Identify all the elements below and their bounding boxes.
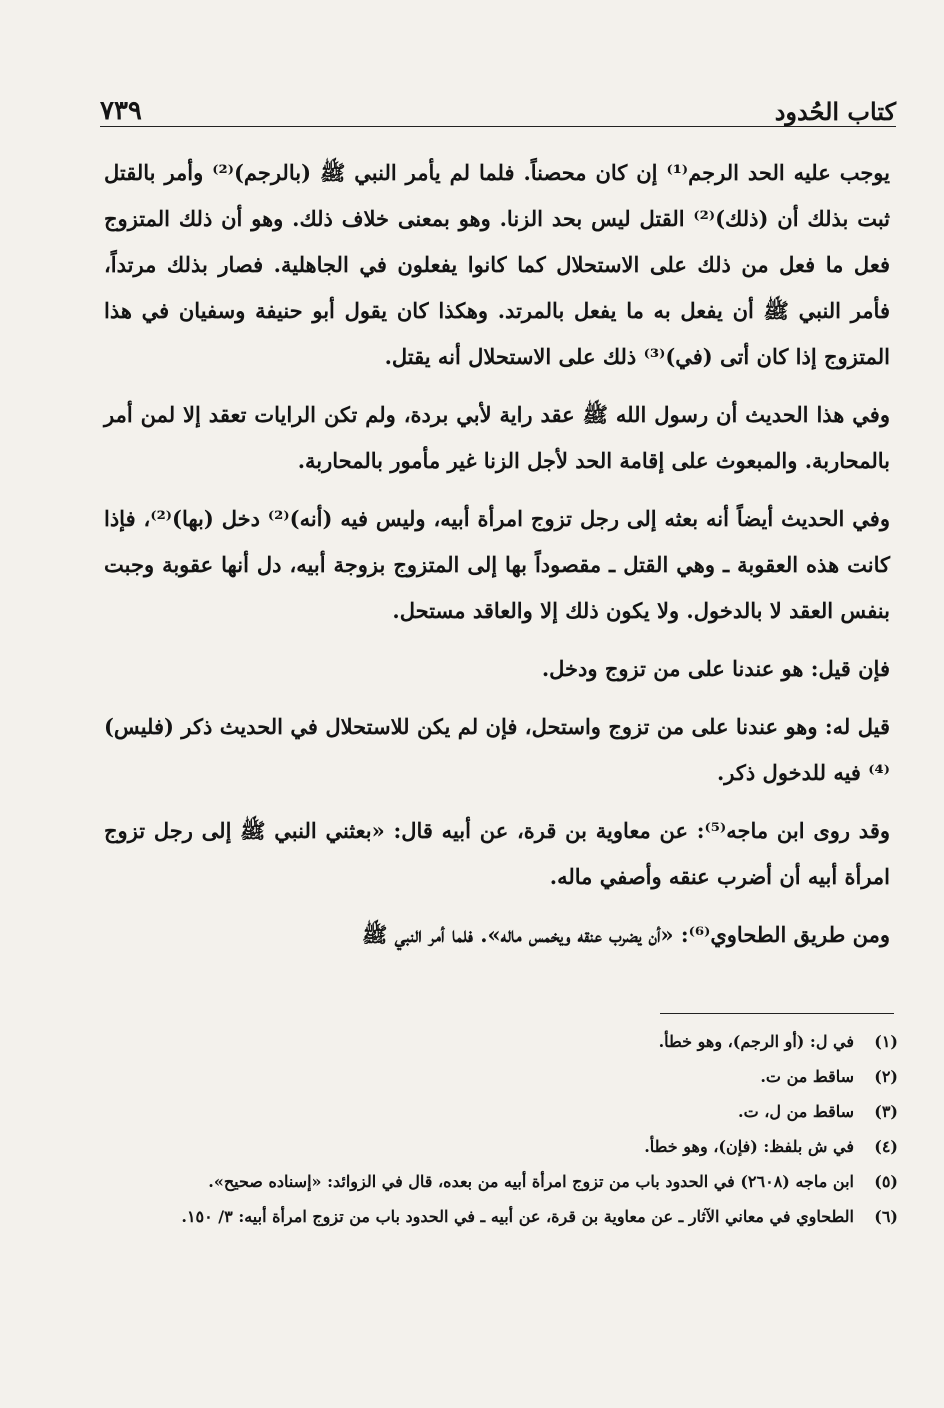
footnote — [110, 1129, 898, 1164]
paragraph: قيل له: وهو عندنا على من تزوج واستحل، فإن لم يكن للاستحلال في الحديث ذكر (فليس)⁽⁴⁾ فيه للدخول ذكر. — [104, 714, 890, 785]
footnote-number: (٥) — [874, 1172, 898, 1191]
footnote-separator — [660, 1013, 894, 1014]
footnote-number: (١) — [874, 1032, 898, 1051]
footnote — [110, 1164, 898, 1199]
paragraph: يوجب عليه الحد الرجم⁽¹⁾ إن كان محصناً. فلما لم يأمر النبي ﷺ (بالرجم)⁽²⁾ وأمر بالقتل ثبت بذلك أن (ذلك)⁽²⁾ القتل ليس بحد الزنا. وهو بمعنى خلاف ذلك. وهو أن ذلك المتزوج فعل ما فعل من ذلك على الاستحلال كما كانوا يفعلون في الجاهلية. فصار بذلك مرتداً، فأمر النبي ﷺ أن يفعل به ما يفعل بالمرتد. وهكذا كان يقول أبو حنيفة وسفيان في هذا المتزوج إذا كان أتى (في)⁽³⁾ ذلك على الاستحلال أنه يقتل. — [104, 160, 890, 369]
page-number: ٧٣٩ — [100, 96, 142, 126]
footnote — [110, 1024, 898, 1059]
footnote-text: في ش بلفظ: (فإن)، وهو خطأ. — [644, 1137, 854, 1156]
paragraph: ومن طريق الطحاوي⁽⁶⁾: «أن يضرب عنقه ويخمس ماله». فلما أمر النبي ﷺ — [361, 922, 890, 947]
main-text — [104, 150, 890, 970]
running-header — [100, 86, 896, 127]
footnotes — [110, 1024, 898, 1234]
paragraph: وقد روى ابن ماجه⁽⁵⁾: عن معاوية بن قرة، عن أبيه قال: «بعثني النبي ﷺ إلى رجل تزوج امرأة أبيه أن أضرب عنقه وأصفي ماله. — [104, 818, 890, 889]
footnote-text: الطحاوي في معاني الآثار ـ عن معاوية بن قرة، عن أبيه ـ في الحدود باب من تزوج امرأة أبيه: ٣/ ١٥٠. — [181, 1207, 854, 1226]
footnote-text: ساقط من ل، ت. — [738, 1102, 854, 1121]
paragraph: وفي الحديث أيضاً أنه بعثه إلى رجل تزوج امرأة أبيه، وليس فيه (أنه)⁽²⁾ دخل (بها)⁽²⁾، فإذا كانت هذه العقوبة ـ وهي القتل ـ مقصوداً بها إلى المتزوج بزوجة أبيه، دل أنها عقوبة وجبت بنفس العقد لا بالدخول. ولا يكون ذلك إلا والعاقد مستحل. — [104, 506, 890, 623]
footnote-number: (٦) — [874, 1207, 898, 1226]
footnote — [110, 1059, 898, 1094]
footnote-number: (٤) — [874, 1137, 898, 1156]
paragraph: وفي هذا الحديث أن رسول الله ﷺ عقد راية لأبي بردة، ولم تكن الرايات تعقد إلا لمن أمر بالمحاربة. والمبعوث على إقامة الحد لأجل الزنا غير مأمور بالمحاربة. — [104, 402, 890, 473]
footnote-text: ساقط من ت. — [760, 1067, 854, 1086]
footnote — [110, 1094, 898, 1129]
chapter-title: كتاب الحُدود — [774, 97, 896, 126]
footnote-number: (٢) — [874, 1067, 898, 1086]
footnote — [110, 1199, 898, 1234]
footnote-text: ابن ماجه (٢٦٠٨) في الحدود باب من تزوج امرأة أبيه من بعده، قال في الزوائد: «إسناده صحيح». — [208, 1172, 854, 1191]
footnote-number: (٣) — [874, 1102, 898, 1121]
paragraph: فإن قيل: هو عندنا على من تزوج ودخل. — [541, 656, 890, 681]
footnote-text: في ل: (أو الرجم)، وهو خطأ. — [658, 1032, 854, 1051]
